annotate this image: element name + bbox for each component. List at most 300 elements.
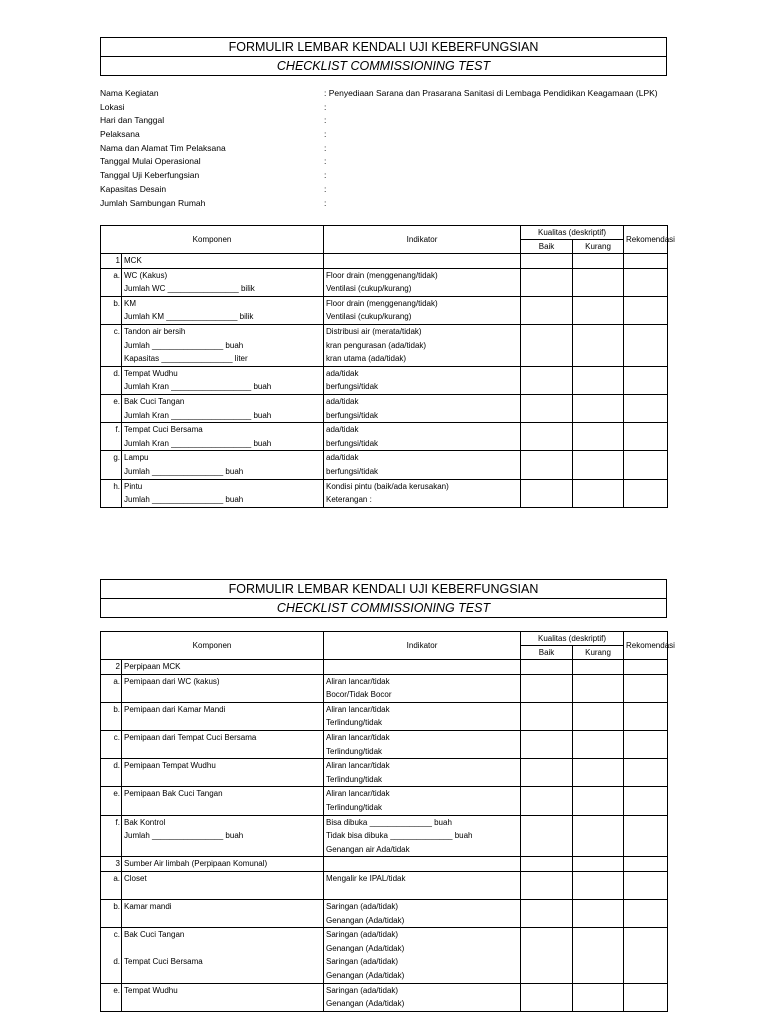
info-value: : <box>324 156 327 167</box>
info-value: : Penyediaan Sarana dan Prasarana Sanitasi di Lembaga Pendidikan Keagamaan (LPK) <box>324 88 658 98</box>
table-row <box>101 380 668 394</box>
rekomendasi-cell <box>624 871 668 885</box>
baik-cell <box>521 268 573 282</box>
kurang-cell <box>573 871 624 885</box>
form-subtitle: CHECKLIST COMMISSIONING TEST <box>276 59 491 73</box>
rekomendasi-cell <box>624 815 668 829</box>
rekomendasi-cell <box>624 493 668 507</box>
baik-cell <box>521 969 573 983</box>
indikator-cell: Kondisi pintu (baik/ada kerusakan) <box>324 479 521 493</box>
indikator-cell: Aliran lancar/tidak <box>324 787 521 801</box>
table-row <box>101 928 668 942</box>
info-row-hari-tanggal <box>100 114 700 128</box>
komponen-cell: Kamar mandi <box>122 900 324 914</box>
table-row <box>101 773 668 787</box>
indikator-cell: Mengalir ke IPAL/tidak <box>324 871 521 885</box>
komponen-cell: Bak Cuci Tangan <box>122 394 324 408</box>
kurang-cell <box>573 815 624 829</box>
table-row <box>101 997 668 1011</box>
kurang-cell <box>573 366 624 380</box>
rekomendasi-cell <box>624 409 668 423</box>
rekomendasi-cell <box>624 324 668 338</box>
table-row <box>101 479 668 493</box>
rekomendasi-cell <box>624 479 668 493</box>
komponen-cell: Jumlah ________________ buah <box>122 465 324 479</box>
table-row <box>101 787 668 801</box>
indikator-cell: Floor drain (menggenang/tidak) <box>324 268 521 282</box>
komponen-cell: Jumlah Kran __________________ buah <box>122 437 324 451</box>
rekomendasi-cell <box>624 745 668 759</box>
baik-cell <box>521 451 573 465</box>
indikator-cell: Saringan (ada/tidak) <box>324 928 521 942</box>
baik-cell <box>521 787 573 801</box>
kurang-cell <box>573 296 624 310</box>
kurang-cell <box>573 801 624 815</box>
kurang-cell <box>573 437 624 451</box>
baik-cell <box>521 801 573 815</box>
form-subtitle: CHECKLIST COMMISSIONING TEST <box>276 601 491 615</box>
kurang-cell <box>573 928 624 942</box>
baik-cell <box>521 857 573 872</box>
table-row <box>101 268 668 282</box>
indikator-cell <box>324 857 521 872</box>
table-row <box>101 423 668 437</box>
item-number <box>101 716 122 730</box>
info-row-nama-kegiatan <box>100 87 700 101</box>
table-row <box>101 969 668 983</box>
indikator-cell: ada/tidak <box>324 451 521 465</box>
info-value: : <box>324 101 327 112</box>
baik-cell <box>521 282 573 296</box>
item-number: b. <box>101 702 122 716</box>
item-number: c. <box>101 324 122 338</box>
komponen-cell: Jumlah WC ________________ bilik <box>122 282 324 296</box>
header-kurang: Kurang <box>573 646 624 660</box>
form-title: FORMULIR LEMBAR KENDALI UJI KEBERFUNGSIAN <box>101 580 666 599</box>
indikator-cell: Floor drain (menggenang/tidak) <box>324 296 521 310</box>
komponen-cell: KM <box>122 296 324 310</box>
kurang-cell <box>573 745 624 759</box>
item-number: c. <box>101 730 122 744</box>
baik-cell <box>521 745 573 759</box>
baik-cell <box>521 409 573 423</box>
komponen-cell: Jumlah ________________ buah <box>122 493 324 507</box>
rekomendasi-cell <box>624 759 668 773</box>
indikator-cell: kran pengurasan (ada/tidak) <box>324 339 521 353</box>
rekomendasi-cell <box>624 465 668 479</box>
rekomendasi-cell <box>624 702 668 716</box>
item-number <box>101 310 122 324</box>
info-section <box>100 87 700 210</box>
header-indikator: Indikator <box>324 632 521 660</box>
komponen-cell <box>122 716 324 730</box>
komponen-cell: Tempat Cuci Bersama <box>122 955 324 969</box>
header-baik: Baik <box>521 240 573 254</box>
baik-cell <box>521 871 573 885</box>
kurang-cell <box>573 997 624 1011</box>
indikator-cell: Genangan (Ada/tidak) <box>324 914 521 928</box>
table-row <box>101 394 668 408</box>
item-number <box>101 339 122 353</box>
indikator-cell: Saringan (ada/tidak) <box>324 955 521 969</box>
kurang-cell <box>573 787 624 801</box>
indikator-cell <box>324 660 521 675</box>
komponen-cell: Bak Cuci Tangan <box>122 928 324 942</box>
item-number <box>101 942 122 956</box>
komponen-cell <box>122 914 324 928</box>
info-label: Hari dan Tanggal <box>100 115 165 126</box>
table-row <box>101 843 668 857</box>
header-kualitas: Kualitas (deskriptif) <box>521 632 624 646</box>
form-title-box-2 <box>100 579 667 618</box>
komponen-cell: Pemipaan Tempat Wudhu <box>122 759 324 773</box>
section-row <box>101 660 668 675</box>
table-row <box>101 493 668 507</box>
info-row-kapasitas <box>100 183 700 197</box>
rekomendasi-cell <box>624 955 668 969</box>
indikator-cell: Genangan (Ada/tidak) <box>324 942 521 956</box>
baik-cell <box>521 479 573 493</box>
komponen-cell: Tempat Wudhu <box>122 366 324 380</box>
item-number <box>101 493 122 507</box>
table-row <box>101 745 668 759</box>
komponen-cell <box>122 843 324 857</box>
kurang-cell <box>573 886 624 900</box>
table-row <box>101 465 668 479</box>
item-number: b. <box>101 296 122 310</box>
komponen-cell: Lampu <box>122 451 324 465</box>
kurang-cell <box>573 983 624 997</box>
table-row <box>101 702 668 716</box>
kurang-cell <box>573 716 624 730</box>
item-number <box>101 688 122 702</box>
komponen-cell <box>122 942 324 956</box>
info-value: : <box>324 142 327 153</box>
kurang-cell <box>573 674 624 688</box>
indikator-cell: Genangan (Ada/tidak) <box>324 969 521 983</box>
kurang-cell <box>573 465 624 479</box>
kurang-cell <box>573 843 624 857</box>
item-number <box>101 352 122 366</box>
item-number <box>101 886 122 900</box>
komponen-cell: Pemipaan dari Tempat Cuci Bersama <box>122 730 324 744</box>
baik-cell <box>521 773 573 787</box>
kurang-cell <box>573 955 624 969</box>
kurang-cell <box>573 493 624 507</box>
komponen-cell: Bak Kontrol <box>122 815 324 829</box>
indikator-cell: Distribusi air (merata/tidak) <box>324 324 521 338</box>
table-row <box>101 451 668 465</box>
rekomendasi-cell <box>624 900 668 914</box>
indikator-cell: Terlindung/tidak <box>324 716 521 730</box>
item-number <box>101 380 122 394</box>
rekomendasi-cell <box>624 969 668 983</box>
info-value: : <box>324 115 327 126</box>
rekomendasi-cell <box>624 423 668 437</box>
table-row <box>101 886 668 900</box>
kurang-cell <box>573 857 624 872</box>
table-row <box>101 282 668 296</box>
komponen-cell: Pemipaan dari WC (kakus) <box>122 674 324 688</box>
komponen-cell: WC (Kakus) <box>122 268 324 282</box>
header-rekomendasi: Rekomendasi <box>624 226 668 254</box>
item-number <box>101 465 122 479</box>
kurang-cell <box>573 479 624 493</box>
rekomendasi-cell <box>624 660 668 675</box>
info-row-tanggal-mulai <box>100 155 700 169</box>
kurang-cell <box>573 352 624 366</box>
indikator-cell: ada/tidak <box>324 423 521 437</box>
header-baik: Baik <box>521 646 573 660</box>
kurang-cell <box>573 409 624 423</box>
info-label: Jumlah Sambungan Rumah <box>100 197 206 208</box>
item-number <box>101 997 122 1011</box>
rekomendasi-cell <box>624 394 668 408</box>
indikator-cell: berfungsi/tidak <box>324 465 521 479</box>
table-row <box>101 829 668 843</box>
baik-cell <box>521 493 573 507</box>
info-label: Pelaksana <box>100 129 140 140</box>
rekomendasi-cell <box>624 451 668 465</box>
komponen-cell: Tempat Wudhu <box>122 983 324 997</box>
item-number: a. <box>101 674 122 688</box>
kurang-cell <box>573 702 624 716</box>
indikator-cell: ada/tidak <box>324 394 521 408</box>
table-row <box>101 674 668 688</box>
rekomendasi-cell <box>624 310 668 324</box>
item-number: d. <box>101 759 122 773</box>
rekomendasi-cell <box>624 352 668 366</box>
baik-cell <box>521 900 573 914</box>
item-number: 3 <box>101 857 122 872</box>
item-number: e. <box>101 983 122 997</box>
rekomendasi-cell <box>624 997 668 1011</box>
baik-cell <box>521 352 573 366</box>
table-row <box>101 352 668 366</box>
section-row <box>101 857 668 872</box>
header-indikator: Indikator <box>324 226 521 254</box>
baik-cell <box>521 942 573 956</box>
kurang-cell <box>573 324 624 338</box>
baik-cell <box>521 928 573 942</box>
rekomendasi-cell <box>624 787 668 801</box>
item-number: b. <box>101 900 122 914</box>
table-row <box>101 815 668 829</box>
rekomendasi-cell <box>624 282 668 296</box>
komponen-cell <box>122 969 324 983</box>
rekomendasi-cell <box>624 730 668 744</box>
item-number: f. <box>101 423 122 437</box>
baik-cell <box>521 394 573 408</box>
indikator-cell: Saringan (ada/tidak) <box>324 983 521 997</box>
header-kurang: Kurang <box>573 240 624 254</box>
kurang-cell <box>573 942 624 956</box>
kurang-cell <box>573 282 624 296</box>
table-row <box>101 730 668 744</box>
komponen-cell: Kapasitas ________________ liter <box>122 352 324 366</box>
header-kualitas: Kualitas (deskriptif) <box>521 226 624 240</box>
indikator-cell: Aliran lancar/tidak <box>324 759 521 773</box>
komponen-cell: Jumlah ________________ buah <box>122 829 324 843</box>
baik-cell <box>521 730 573 744</box>
baik-cell <box>521 688 573 702</box>
indikator-cell: Genangan air Ada/tidak <box>324 843 521 857</box>
item-number <box>101 969 122 983</box>
komponen-cell: Pintu <box>122 479 324 493</box>
rekomendasi-cell <box>624 928 668 942</box>
item-number: e. <box>101 787 122 801</box>
table-row <box>101 296 668 310</box>
rekomendasi-cell <box>624 857 668 872</box>
indikator-cell: Terlindung/tidak <box>324 745 521 759</box>
rekomendasi-cell <box>624 914 668 928</box>
komponen-cell: Jumlah KM ________________ bilik <box>122 310 324 324</box>
komponen-cell: Sumber Air limbah (Perpipaan Komunal) <box>122 857 324 872</box>
baik-cell <box>521 423 573 437</box>
kurang-cell <box>573 900 624 914</box>
indikator-cell: Bocor/Tidak Bocor <box>324 688 521 702</box>
baik-cell <box>521 716 573 730</box>
indikator-cell: Ventilasi (cukup/kurang) <box>324 282 521 296</box>
rekomendasi-cell <box>624 886 668 900</box>
table-row <box>101 339 668 353</box>
indikator-cell: berfungsi/tidak <box>324 380 521 394</box>
komponen-cell: Tandon air bersih <box>122 324 324 338</box>
table-body-2 <box>101 660 668 1012</box>
komponen-cell: Jumlah Kran __________________ buah <box>122 409 324 423</box>
komponen-cell: Jumlah ________________ buah <box>122 339 324 353</box>
item-number: f. <box>101 815 122 829</box>
info-value: : <box>324 129 327 140</box>
info-label: Nama dan Alamat Tim Pelaksana <box>100 142 226 153</box>
baik-cell <box>521 702 573 716</box>
item-number <box>101 409 122 423</box>
komponen-cell: Pemipaan dari Kamar Mandi <box>122 702 324 716</box>
kurang-cell <box>573 660 624 675</box>
indikator-cell: ada/tidak <box>324 366 521 380</box>
indikator-cell <box>324 254 521 269</box>
kurang-cell <box>573 688 624 702</box>
baik-cell <box>521 437 573 451</box>
item-number: e. <box>101 394 122 408</box>
item-number <box>101 773 122 787</box>
info-row-lokasi <box>100 101 700 115</box>
table-row <box>101 900 668 914</box>
rekomendasi-cell <box>624 688 668 702</box>
baik-cell <box>521 983 573 997</box>
table-row <box>101 437 668 451</box>
rekomendasi-cell <box>624 674 668 688</box>
rekomendasi-cell <box>624 254 668 269</box>
kurang-cell <box>573 310 624 324</box>
item-number <box>101 745 122 759</box>
baik-cell <box>521 955 573 969</box>
komponen-cell <box>122 886 324 900</box>
baik-cell <box>521 366 573 380</box>
table-row <box>101 914 668 928</box>
info-value: : <box>324 170 327 181</box>
baik-cell <box>521 660 573 675</box>
kurang-cell <box>573 380 624 394</box>
item-number <box>101 914 122 928</box>
baik-cell <box>521 380 573 394</box>
baik-cell <box>521 465 573 479</box>
table-row <box>101 310 668 324</box>
info-row-pelaksana <box>100 128 700 142</box>
baik-cell <box>521 296 573 310</box>
header-komponen: Komponen <box>101 632 324 660</box>
kurang-cell <box>573 730 624 744</box>
komponen-cell: Tempat Cuci Bersama <box>122 423 324 437</box>
baik-cell <box>521 815 573 829</box>
indikator-cell: Terlindung/tidak <box>324 773 521 787</box>
indikator-cell: Saringan (ada/tidak) <box>324 900 521 914</box>
rekomendasi-cell <box>624 801 668 815</box>
info-label: Tanggal Uji Keberfungsian <box>100 170 200 181</box>
form-title: FORMULIR LEMBAR KENDALI UJI KEBERFUNGSIAN <box>101 38 666 57</box>
table-row <box>101 759 668 773</box>
item-number: 2 <box>101 660 122 675</box>
info-value: : <box>324 183 327 194</box>
indikator-cell <box>324 886 521 900</box>
komponen-cell: Jumlah Kran __________________ buah <box>122 380 324 394</box>
rekomendasi-cell <box>624 366 668 380</box>
komponen-cell <box>122 997 324 1011</box>
item-number: d. <box>101 366 122 380</box>
header-komponen: Komponen <box>101 226 324 254</box>
item-number: a. <box>101 871 122 885</box>
table-row <box>101 871 668 885</box>
baik-cell <box>521 997 573 1011</box>
rekomendasi-cell <box>624 983 668 997</box>
info-label: Lokasi <box>100 101 125 112</box>
table-row <box>101 983 668 997</box>
rekomendasi-cell <box>624 773 668 787</box>
form-title-box-1 <box>100 37 667 76</box>
info-row-tanggal-uji <box>100 169 700 183</box>
indikator-cell: Genangan (Ada/tidak) <box>324 997 521 1011</box>
indikator-cell: Aliran lancar/tidak <box>324 730 521 744</box>
kurang-cell <box>573 969 624 983</box>
komponen-cell: MCK <box>122 254 324 269</box>
rekomendasi-cell <box>624 829 668 843</box>
item-number <box>101 437 122 451</box>
baik-cell <box>521 674 573 688</box>
info-row-sambungan <box>100 197 700 211</box>
item-number: h. <box>101 479 122 493</box>
table-row <box>101 942 668 956</box>
table-body-1 <box>101 254 668 508</box>
item-number: c. <box>101 928 122 942</box>
baik-cell <box>521 886 573 900</box>
baik-cell <box>521 914 573 928</box>
kurang-cell <box>573 423 624 437</box>
komponen-cell: Closet <box>122 871 324 885</box>
rekomendasi-cell <box>624 942 668 956</box>
item-number: 1 <box>101 254 122 269</box>
table-row <box>101 716 668 730</box>
kurang-cell <box>573 829 624 843</box>
item-number <box>101 282 122 296</box>
kurang-cell <box>573 914 624 928</box>
kurang-cell <box>573 339 624 353</box>
kurang-cell <box>573 394 624 408</box>
indikator-cell: kran utama (ada/tidak) <box>324 352 521 366</box>
info-label: Kapasitas Desain <box>100 183 167 194</box>
info-row-tim-pelaksana <box>100 142 700 156</box>
item-number <box>101 801 122 815</box>
info-value: : <box>324 197 327 208</box>
